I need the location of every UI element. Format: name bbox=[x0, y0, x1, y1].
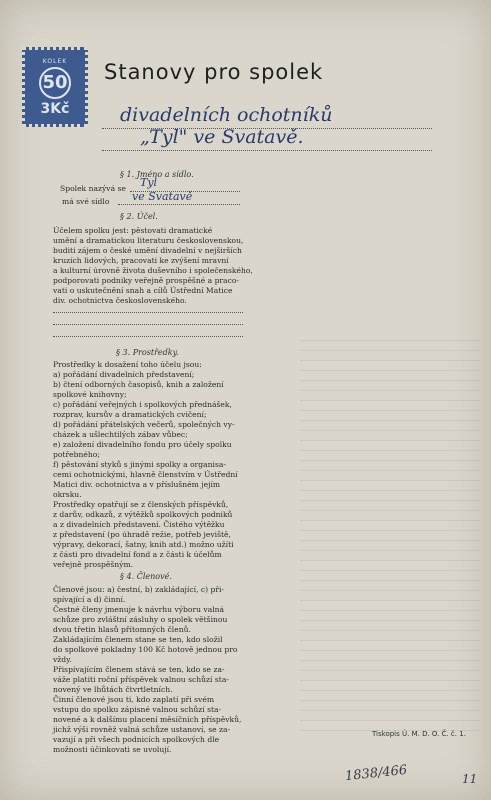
s2-line: div. ochotnictva československého. bbox=[53, 296, 187, 305]
section-2-heading: § 2. Účel. bbox=[120, 212, 158, 221]
section-4-body bbox=[53, 585, 248, 755]
s3-line: z části pro divadelní fond a z části k účelům bbox=[53, 550, 222, 559]
page-number: 11 bbox=[462, 772, 478, 786]
s3-line: cházek a ušlechtilých zábav vůbec; bbox=[53, 430, 188, 439]
s4-line: Přispívajícím členem stává se ten, kdo se za- bbox=[53, 665, 225, 674]
s3-line: d) pořádání přátelských večerů, společných vy- bbox=[53, 420, 235, 429]
s3-line: veřejně prospěšným. bbox=[53, 560, 134, 569]
name-rule-2 bbox=[102, 150, 432, 151]
s3-line: Prostředky k dosažení toho účelu jsou: bbox=[53, 360, 202, 369]
s4-line: vazují a při všech podnicích spolkových dle bbox=[53, 735, 220, 744]
section-2-body bbox=[53, 226, 253, 306]
s3-line: b) čtení odborných časopisů, knih a založení bbox=[53, 380, 224, 389]
printer-mark: Tiskopis Ú. M. D. O. Č. č. 1. bbox=[372, 730, 466, 738]
s3-line: výpravy, dekorací, šatny, knih atd.) možno užíti bbox=[53, 540, 234, 549]
s3-line: spolkové knihovny; bbox=[53, 390, 127, 399]
s3-line: a z divadelních představení. Čistého výtěžku bbox=[53, 520, 225, 529]
document-title: Stanovy pro spolek bbox=[104, 60, 324, 84]
s4-line: novený ve lhůtách čtvrtletních. bbox=[53, 685, 173, 694]
s3-line: e) založení divadelního fondu pro účely spolku bbox=[53, 440, 232, 449]
s3-line: rozprav, kursův a dramatických cvičení; bbox=[53, 410, 207, 419]
s4-line: vždy. bbox=[53, 655, 72, 664]
s3-line: Matici div. ochotnictva a v příslušném jejím bbox=[53, 480, 221, 489]
s4-line: možnosti účinkovati se uvolují. bbox=[53, 745, 172, 754]
s1-name-value: Tyl bbox=[140, 176, 158, 189]
bleed-through-texture bbox=[300, 340, 480, 740]
s2-line: Účelem spolku jest: pěstovati dramatické bbox=[53, 226, 213, 235]
s4-line: do spolkové pokladny 100 Kč hotově jednou pro bbox=[53, 645, 238, 654]
s2-blank-rule-2 bbox=[53, 324, 243, 325]
section-3-body bbox=[53, 360, 248, 570]
s2-line: podporovati podniky veřejně prospěšné a praco- bbox=[53, 276, 239, 285]
s4-line: schůze pro zvláštní zásluhy o spolek většinou bbox=[53, 615, 228, 624]
s4-line: váže platiti roční příspěvek valnou schůzí sta- bbox=[53, 675, 229, 684]
stamp-bottom-text: 3Kč bbox=[40, 100, 70, 117]
s4-line: spívající a d) činní. bbox=[53, 595, 126, 604]
s1-seat-rule bbox=[118, 204, 240, 205]
s4-line: vstupu do spolku zápisné valnou schůzí sta- bbox=[53, 705, 222, 714]
s3-line: potřebného; bbox=[53, 450, 100, 459]
section-1-heading: § 1. Jméno a sídlo. bbox=[120, 170, 194, 179]
stamp-value: 50 bbox=[39, 67, 71, 99]
s2-line: umění a dramatickou literaturu československou, bbox=[53, 236, 244, 245]
s2-line: buditi zájem o české umění divadelní v nejširších bbox=[53, 246, 242, 255]
s1-seat-value: ve Svatavě bbox=[132, 190, 193, 203]
s4-line: Zakládajícím členem stane se ten, kdo složil bbox=[53, 635, 223, 644]
s2-blank-rule-3 bbox=[53, 336, 243, 337]
revenue-stamp bbox=[22, 47, 88, 127]
s2-line: a kulturní úrovně života duševního i společenského, bbox=[53, 266, 253, 275]
s4-line: novené a k dalšímu placení měsíčních příspěvků, bbox=[53, 715, 242, 724]
s1-seat-label: má své sídlo bbox=[62, 197, 110, 206]
s3-line: z představení (po úhradě režie, potřeb jeviště, bbox=[53, 530, 231, 539]
s3-line: f) pěstování styků s jinými spolky a organisa- bbox=[53, 460, 226, 469]
s3-line: a) pořádání divadelních představení; bbox=[53, 370, 195, 379]
s2-line: vati o uskutečnění snah a cílů Ústřední Matice bbox=[53, 286, 233, 295]
section-4-heading: § 4. Členové. bbox=[120, 572, 172, 581]
stamp-top-text: KOLEK bbox=[42, 57, 68, 65]
society-name-line-1: divadelních ochotníků bbox=[120, 104, 333, 126]
s3-line: z darův, odkazů, z výtěžků spolkových podniků bbox=[53, 510, 233, 519]
s1-name-label: Spolek nazývá se bbox=[60, 184, 126, 193]
section-3-heading: § 3. Prostředky. bbox=[116, 348, 179, 357]
s3-line: Prostředky opatřují se z členských příspěvků, bbox=[53, 500, 229, 509]
s4-line: dvou třetin hlasů přítomných členů. bbox=[53, 625, 191, 634]
society-name-line-2: „Tyl" ve Svatavě. bbox=[140, 126, 304, 148]
s2-line: kruzích lidových, pracovati ke zvýšení mravní bbox=[53, 256, 229, 265]
s4-line: Činní členové jsou ti, kdo zaplatí při svém bbox=[53, 695, 215, 704]
s2-blank-rule-1 bbox=[53, 312, 243, 313]
s3-line: c) pořádání veřejných i spolkových přednášek, bbox=[53, 400, 232, 409]
s3-line: cemi ochotnickými, hlavně členstvím v Ústřední bbox=[53, 470, 238, 479]
s4-line: Čestné členy jmenuje k návrhu výboru valná bbox=[53, 605, 225, 614]
handwritten-signature: 1838/466 bbox=[344, 762, 408, 785]
s3-line: okrsku. bbox=[53, 490, 82, 499]
s4-line: Členové jsou: a) čestní, b) zakládající, c) při- bbox=[53, 585, 224, 594]
s4-line: jichž výši rovněž valná schůze ustanoví, se za- bbox=[53, 725, 231, 734]
